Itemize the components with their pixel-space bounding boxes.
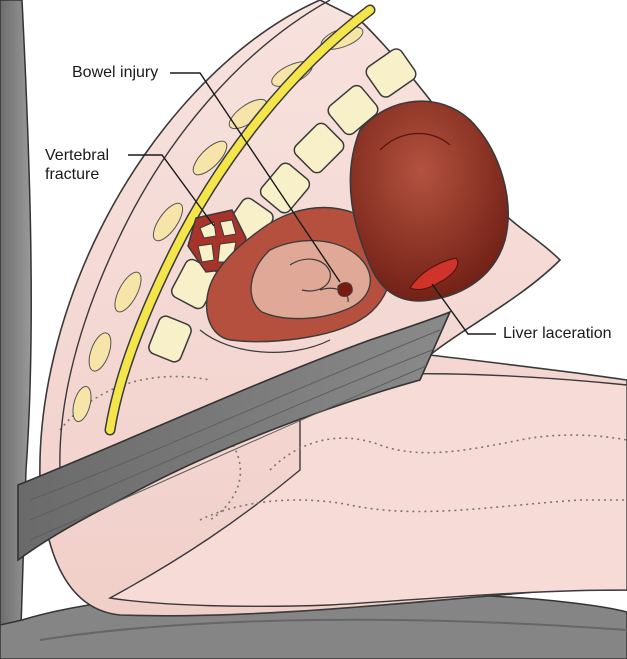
seat-back bbox=[0, 0, 31, 659]
liver bbox=[350, 101, 508, 301]
label-vertebral-fracture bbox=[45, 146, 109, 184]
label-vertebral-line2: fracture bbox=[45, 166, 100, 183]
label-vertebral-line1: Vertebral bbox=[45, 147, 110, 164]
label-bowel-injury: Bowel injury bbox=[72, 64, 159, 81]
label-liver-laceration: Liver laceration bbox=[503, 325, 612, 342]
